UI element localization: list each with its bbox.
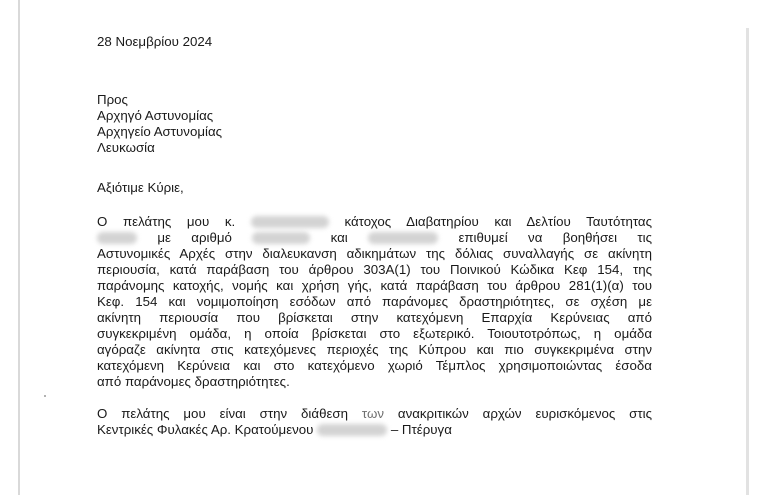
text-fragment: και <box>330 230 348 245</box>
letter-body <box>97 34 652 454</box>
text-fragment: με αριθμό <box>157 230 232 245</box>
redacted-name <box>251 216 329 228</box>
paragraph-1-line-9: αγόραζε ακίνητα στις κατεχόμενες περιοχές της Κύπρου και πιο συγκεκριμένα στην <box>97 342 652 357</box>
paragraph-1-line-4: περιουσία, κατά παράβαση του άρθρου 303Α(1) του Ποινικού Κώδικα Κεφ 154, της <box>97 262 652 277</box>
paragraph-1-line-11: από παράνομες δραστηριότητες. <box>97 374 290 389</box>
paragraph-2 <box>97 406 652 438</box>
letter-date: 28 Νοεμβρίου 2024 <box>97 34 213 49</box>
redacted-field <box>97 232 137 244</box>
redacted-inmate-number <box>317 424 387 436</box>
address-line-2: Αρχηγό Αστυνομίας <box>97 108 214 123</box>
text-fragment: κάτοχος Διαβατηρίου και Δελτίου Ταυτότητας <box>344 214 653 229</box>
paragraph-1-line-5: παράνομης κατοχής, νομής και χρήση γής, κατά παράβαση του άρθρου 281(1)(α) του <box>97 278 652 293</box>
text-fragment: Ο πελάτης μου είναι στην διάθεση <box>97 406 348 421</box>
redacted-number <box>252 232 310 244</box>
paragraph-2-line-1 <box>97 406 652 422</box>
redacted-number <box>368 232 438 244</box>
text-fragment: επιθυμεί να βοηθήσει τις <box>458 230 652 245</box>
scan-speck <box>44 395 46 397</box>
paragraph-1-line-3: Αστυνομικές Αρχές στην διαλευκανση αδικημάτων της δόλιας συναλλαγής σε ακίνητη <box>97 246 652 261</box>
address-line-3: Αρχηγείο Αστυνομίας <box>97 124 223 139</box>
text-fragment: – Πτέρυγα <box>390 422 452 437</box>
text-fragment: Κεντρικές Φυλακές Αρ. Κρατούμενου <box>97 422 314 437</box>
paragraph-1-line-8: συγκεκριμένη ομάδα, η οποία βρίσκεται στο εξωτερικό. Τοιουτοτρόπως, η ομάδα <box>97 326 652 341</box>
paragraph-2-line-2 <box>97 422 652 438</box>
page-right-edge <box>746 28 749 495</box>
page-left-edge <box>18 0 20 495</box>
salutation: Αξιότιμε Κύριε, <box>97 180 184 195</box>
paragraph-1-line-2 <box>97 230 652 246</box>
text-fragment: Ο πελάτης μου κ. <box>97 214 236 229</box>
paragraph-1-line-7: ακίνητη περιουσία που βρίσκεται στην κατεχόμενη Επαρχία Κερύνειας από <box>97 310 652 325</box>
recipient-address <box>97 92 652 156</box>
text-fragment: ανακριτικών αρχών ευρισκόμενος στις <box>397 406 653 421</box>
paragraph-1 <box>97 214 652 390</box>
text-fragment: των <box>361 406 384 421</box>
address-line-1: Προς <box>97 92 128 107</box>
paragraph-1-line-6: Κεφ. 154 και νομιμοποίηση εσόδων από παράνομες δραστηριότητες, σε σχέση με <box>97 294 652 309</box>
paragraph-1-line-10: κατεχόμενη Κερύνεια και στο κατεχόμενο χωριό Τέμπλος χρησιμοποιώντας έσοδα <box>97 358 652 373</box>
paragraph-1-line-1 <box>97 214 652 230</box>
address-line-4: Λευκωσία <box>97 140 155 155</box>
